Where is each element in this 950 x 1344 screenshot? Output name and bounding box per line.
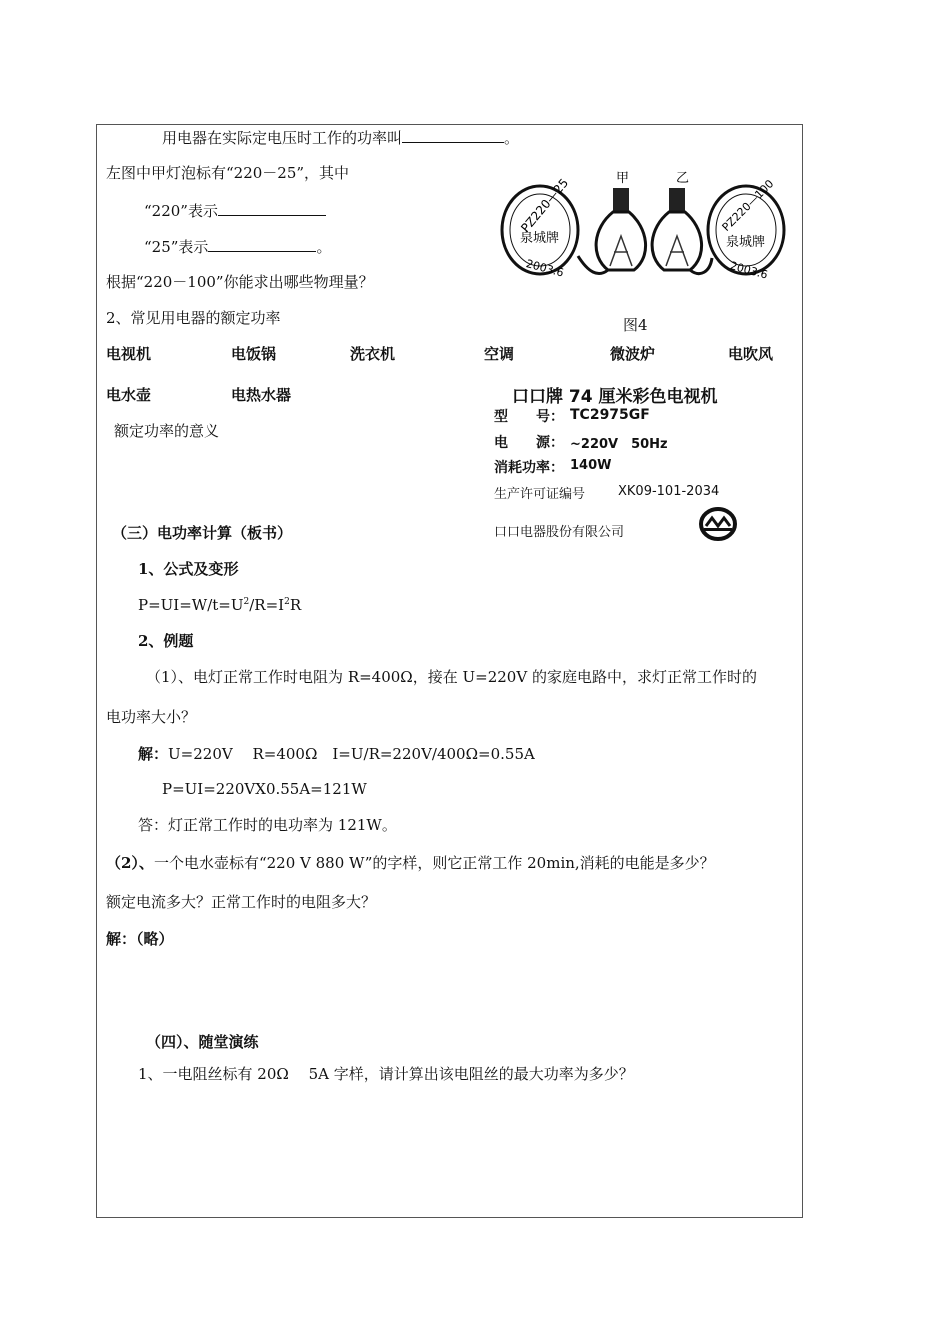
tv-nameplate bbox=[488, 374, 744, 550]
section3-examples-title: 2、例题 bbox=[138, 632, 194, 650]
formula: $P=UI=W/t=U^2/R=I^2R$ bbox=[138, 596, 302, 614]
figure-caption: 图4 bbox=[623, 316, 648, 334]
example1-answer: 答：灯正常工作时的电功率为 121W。 bbox=[138, 816, 397, 834]
bulb-figure bbox=[498, 166, 790, 288]
appliance-air-conditioner: 空调 bbox=[484, 345, 515, 363]
tv-company: 口口电器股份有限公司 bbox=[494, 525, 625, 540]
example2-solution: 解：（略） bbox=[106, 930, 174, 948]
text-rated-power-meaning: 额定功率的意义 bbox=[114, 422, 220, 440]
text-25-meaning: “25”表示 。 bbox=[144, 238, 332, 256]
bulb-jia-date: 2003.6 bbox=[524, 257, 566, 280]
appliance-washer: 洗衣机 bbox=[350, 345, 396, 363]
tv-license-val: XK09-101-2034 bbox=[618, 484, 720, 499]
appliance-hair-dryer: 电吹风 bbox=[728, 345, 774, 363]
rated-power-line: 用电器在实际定电压时工作的功率叫 。 bbox=[162, 129, 520, 147]
tv-brand-logo-icon bbox=[698, 506, 738, 542]
text-220-meaning: “220”表示 bbox=[144, 201, 326, 221]
tv-model-val: TC2975GF bbox=[570, 407, 650, 423]
bulb-yi-spec: PZ220—100 bbox=[719, 177, 777, 234]
appliance-kettle: 电水壶 bbox=[106, 386, 152, 404]
example1-solution-line2: P=UI=220VX0.55A=121W bbox=[162, 780, 367, 798]
bulb-jia bbox=[502, 171, 646, 280]
section4-heading: （四）、随堂演练 bbox=[146, 1033, 259, 1051]
appliance-water-heater: 电热水器 bbox=[231, 386, 292, 404]
answer-blank-2 bbox=[218, 201, 326, 216]
bulb-yi-brand: 泉城牌 bbox=[726, 235, 766, 250]
example2-question-line2: 额定电流多大？正常工作时的电阻多大？ bbox=[106, 893, 377, 911]
tv-consume-key: 消耗功率： bbox=[494, 460, 564, 476]
example1-question-line1: （1）、电灯正常工作时电阻为 R=400Ω，接在 U=220V 的家庭电路中，求灯正常工作时的 bbox=[146, 668, 757, 686]
tv-power-key: 电 源： bbox=[494, 435, 564, 451]
tv-license-key: 生产许可证编号 bbox=[494, 487, 586, 502]
example2-question-line1: （2）、一个电水壶标有“220 V 880 W”的字样，则它正常工作 20min,消耗的电能是多少？ bbox=[106, 854, 715, 872]
answer-blank-3 bbox=[208, 237, 316, 252]
example1-question-line2: 电功率大小？ bbox=[106, 708, 197, 726]
bulb-jia-label: 甲 bbox=[616, 171, 630, 186]
text-common-rated-power: 2、常见用电器的额定功率 bbox=[106, 309, 281, 327]
example1-solution-line1: 解：U=220V R=400Ω I=U/R=220V/400Ω=0.55A bbox=[138, 745, 535, 763]
section3-heading: （三）电功率计算（板书） bbox=[112, 524, 293, 542]
bulb-jia-spec: PZ220—25 bbox=[518, 175, 572, 236]
appliance-rice-cooker: 电饭锅 bbox=[231, 345, 277, 363]
text-actual-power: 用电器在实际定电压时工作的功率叫 bbox=[162, 129, 403, 147]
bulb-yi-date: 2003.6 bbox=[728, 259, 770, 282]
appliance-microwave: 微波炉 bbox=[610, 345, 656, 363]
text-question-220-100: 根据“220－100”你能求出哪些物理量？ bbox=[106, 273, 374, 291]
tv-consume-val: 140W bbox=[570, 458, 612, 473]
appliance-tv: 电视机 bbox=[106, 345, 152, 363]
bulb-yi bbox=[652, 171, 784, 282]
practice-question-1: 1、一电阻丝标有 20Ω 5A 字样，请计算出该电阻丝的最大功率为多少？ bbox=[138, 1065, 634, 1083]
tv-title: 口口牌 74 厘米彩色电视机 bbox=[512, 387, 718, 407]
section3-formula-title: 1、公式及变形 bbox=[138, 560, 239, 578]
text-bulb-intro: 左图中甲灯泡标有“220－25”，其中 bbox=[106, 164, 350, 182]
answer-blank-1 bbox=[402, 128, 504, 143]
tv-model-key: 型 号： bbox=[494, 409, 564, 425]
bulb-jia-brand: 泉城牌 bbox=[520, 231, 560, 246]
tv-power-val: ~220V 50Hz bbox=[570, 437, 668, 452]
bulb-yi-label: 乙 bbox=[676, 171, 690, 186]
